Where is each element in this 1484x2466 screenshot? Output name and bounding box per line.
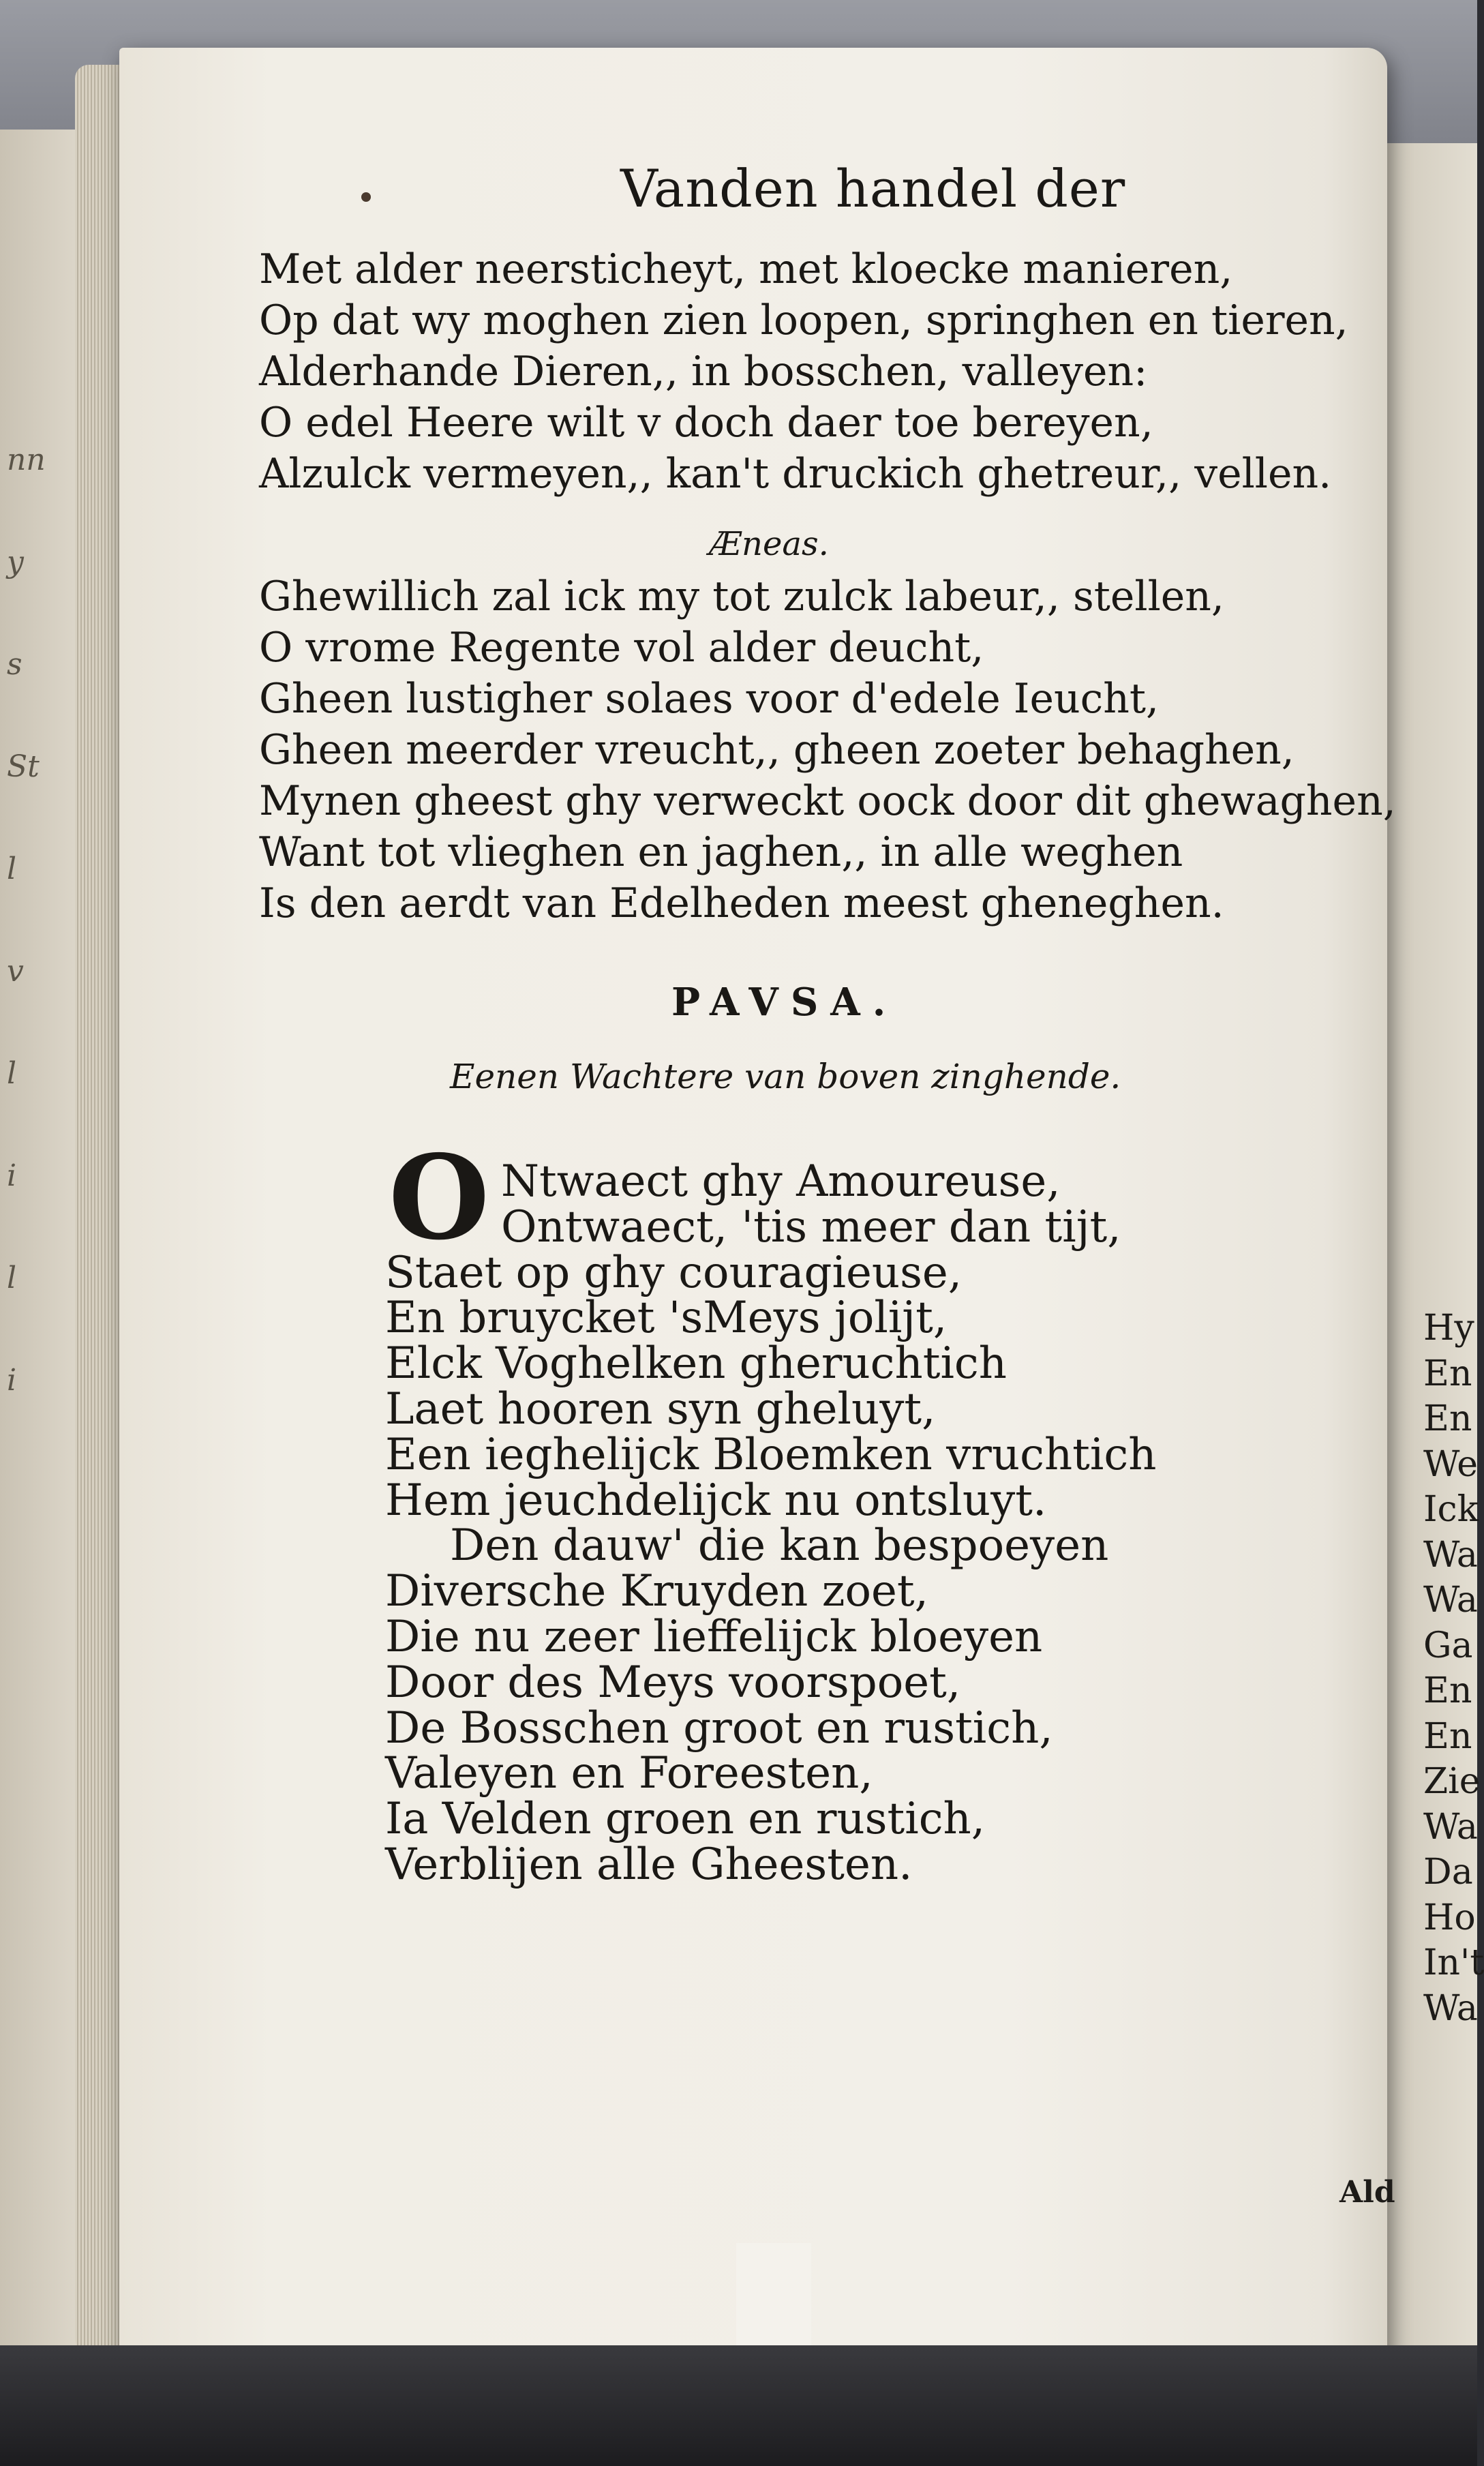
verse-line: Is den aerdt van Edelheden meest gheneghen.: [259, 879, 1224, 927]
verse-line: O vrome Regente vol alder deucht,: [259, 624, 984, 672]
right-line: In't: [1423, 1942, 1484, 1983]
verse-line: Ghewillich zal ick my tot zulck labeur,, stellen,: [259, 573, 1224, 620]
right-line: En: [1423, 1715, 1472, 1757]
song-line: Die nu zeer lieffelijck bloeyen: [385, 1611, 1043, 1662]
left-mark: nn: [7, 442, 46, 477]
song-line: Hem jeuchdelijck nu ontsluyt.: [385, 1475, 1047, 1526]
left-mark: l: [7, 1056, 17, 1091]
verse-line: O edel Heere wilt v doch daer toe bereyen,: [259, 399, 1153, 447]
right-line: Wa: [1423, 1534, 1478, 1576]
song-line: Den dauw' die kan bespoeyen: [450, 1520, 1109, 1572]
book-bottom-shadow: [0, 2345, 1477, 2466]
song-text: [385, 1156, 1157, 1890]
stanza-two: [259, 571, 1396, 929]
right-line: Ick: [1423, 1489, 1479, 1530]
verse-line: Alderhande Dieren,, in bosschen, valleyen:: [259, 348, 1148, 395]
song-line: Staet op ghy couragieuse,: [385, 1247, 963, 1298]
left-mark: v: [7, 954, 24, 989]
right-line: Zie: [1423, 1761, 1481, 1802]
right-line: Hy: [1423, 1308, 1474, 1349]
verse-line: Want tot vlieghen en jaghen,, in alle weghen: [259, 828, 1183, 876]
right-page-line-starts: [1423, 1306, 1484, 2165]
running-head: Vanden handel der: [620, 158, 1126, 219]
right-line: We: [1423, 1443, 1478, 1485]
song-line: Verblijen alle Gheesten.: [385, 1839, 913, 1890]
right-line: En: [1423, 1398, 1472, 1439]
ink-dot: [361, 192, 371, 202]
left-mark: s: [7, 647, 22, 682]
song-first-line: Ntwaect ghy Amoureuse,: [501, 1156, 1061, 1207]
right-line: Wa: [1423, 1580, 1478, 1621]
right-page-catchword: Ald: [1339, 2175, 1395, 2210]
left-mark: l: [7, 1261, 17, 1295]
drop-cap: O: [389, 1130, 490, 1266]
right-line: En: [1423, 1670, 1472, 1711]
left-mark: l: [7, 852, 17, 886]
right-line: Ga: [1423, 1625, 1473, 1666]
left-mark: i: [7, 1363, 17, 1398]
speaker-name: Æneas.: [709, 525, 829, 563]
song-line: Diversche Kruyden zoet,: [385, 1566, 928, 1617]
song-line: Elck Voghelken gheruchtich: [385, 1338, 1007, 1389]
left-mark: y: [7, 545, 24, 580]
song-line: De Bosschen groot en rustich,: [385, 1702, 1053, 1754]
song-line: Laet hooren syn gheluyt,: [385, 1383, 936, 1434]
song-line: Ontwaect, 'tis meer dan tijt,: [501, 1201, 1121, 1252]
left-mark: i: [7, 1158, 17, 1193]
verse-line: Gheen meerder vreucht,, gheen zoeter behaghen,: [259, 726, 1294, 774]
verse-line: Gheen lustigher solaes voor d'edele Ieucht,: [259, 675, 1160, 723]
right-line: Ho: [1423, 1897, 1476, 1938]
right-line: En: [1423, 1353, 1472, 1394]
right-line: Wa: [1423, 1987, 1478, 2029]
right-line: Da: [1423, 1852, 1473, 1893]
verse-line: Op dat wy moghen zien loopen, springhen en tieren,: [259, 297, 1348, 344]
right-line: Wa: [1423, 1806, 1478, 1848]
verse-line: Mynen gheest ghy verweckt oock door dit ghewaghen,: [259, 777, 1396, 825]
song-line: Valeyen en Foreesten,: [385, 1748, 873, 1799]
song-line: En bruycket 'sMeys jolijt,: [385, 1293, 948, 1344]
verse-line: Alzulck vermeyen,, kan't druckich ghetreur,, vellen.: [259, 450, 1332, 498]
verse-line: Met alder neersticheyt, met kloecke manieren,: [259, 245, 1233, 293]
song-line: Door des Meys voorspoet,: [385, 1657, 961, 1708]
pausa-heading: PAVSA.: [671, 980, 898, 1025]
paper-slip: [736, 2243, 811, 2352]
song-line: Ia Velden groen en rustich,: [385, 1794, 986, 1845]
left-mark: St: [7, 749, 40, 784]
left-page-margin-marks: [0, 409, 46, 1398]
stage-direction: Eenen Wachtere van boven zinghende.: [450, 1057, 1121, 1096]
song-line: Een ieghelijck Bloemken vruchtich: [385, 1429, 1157, 1480]
stanza-one: [259, 244, 1348, 500]
